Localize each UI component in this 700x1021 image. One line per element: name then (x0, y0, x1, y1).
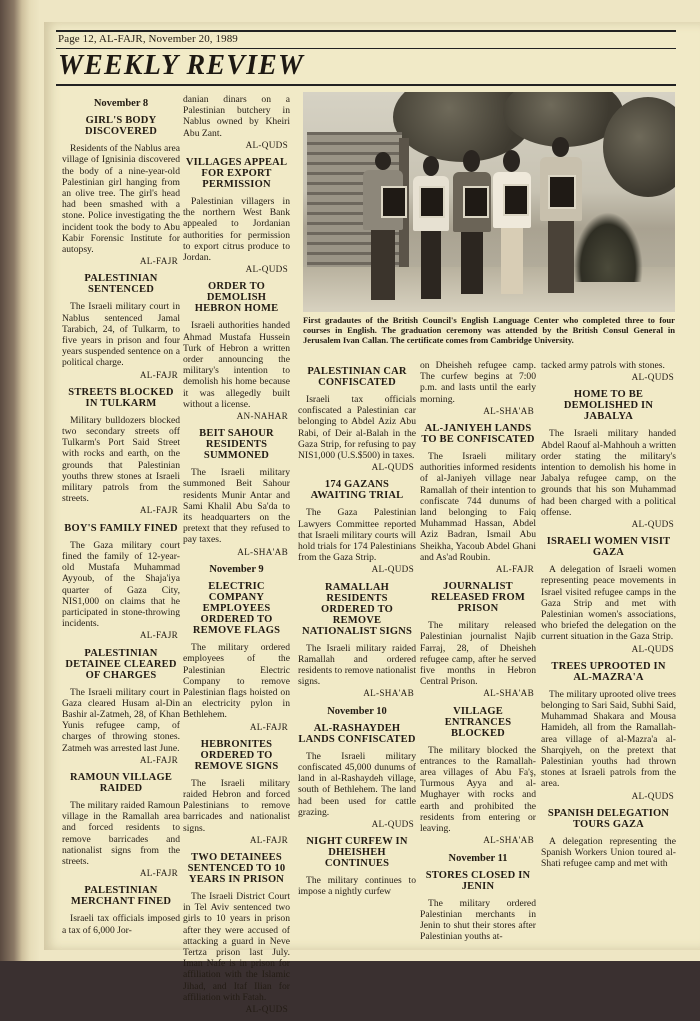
source-credit: AL-QUDS (631, 372, 674, 383)
source-credit: AL-QUDS (245, 264, 288, 275)
source-credit: AL-FAJR (249, 834, 288, 845)
headline: GIRL'S BODY DISCOVERED (84, 115, 157, 138)
article-body: The Israeli District Court in Tel Aviv sentenced two girls to 10 years in prison after they were accused of attacking a guard in Neve Tertza prison last July. Iman Nafe is in prison for affiliation with the Islamic Jihad, and Itaf Ilian for affiliation with Fatah. (183, 890, 290, 1003)
header-rule (56, 48, 676, 49)
photo-caption: First gradautes of the British Council's English Language Center who completed three to four courses in English. The graduation ceremony was attended by the British Consul General in Jerusalem Ivan Callan. The certificate comes from Cambridge University. (303, 315, 675, 346)
article-body: Israeli tax officials confiscated a Palestinian car belonging to Abdel Aziz Abu Rabi, of Deir al-Balah in the Gaza Strip, for refusing to pay NIS1,000 (U.S.$500) in taxes. (298, 394, 416, 462)
source-credit: AL-SHA'AB (237, 546, 288, 557)
column-5 (541, 360, 676, 870)
article-body: The military continues to impose a nightly curfew (298, 875, 416, 898)
headline: VILLAGE ENTRANCES BLOCKED (444, 705, 512, 739)
source-credit: AL-QUDS (371, 819, 414, 830)
headline: 174 GAZANS AWAITING TRIAL (310, 479, 404, 502)
headline: BOY'S FAMILY FINED (64, 522, 178, 534)
article-body: tacked army patrols with stones. (541, 360, 665, 371)
source-credit: AL-QUDS (245, 1003, 288, 1014)
source-credit: AN-NAHAR (236, 411, 288, 422)
headline: PALESTINIAN CAR CONFISCATED (307, 366, 407, 388)
article-body: The military uprooted olive trees belonging to Sari Said, Subhi Said, Muhammad Shakara and Mousa Hamideh, all from the Ramallah-area village of al-Mazra'a al-Sharqiyeh, on the pretext that Palestinian youths had thrown stones at Israeli patrols from the area. (541, 688, 676, 790)
headline: AL-RASHAYDEH LANDS CONFISCATED (298, 722, 416, 745)
source-credit: AL-FAJR (139, 505, 178, 516)
source-credit: AL-SHA'AB (483, 405, 534, 416)
article-body: The Israeli military handed Abdel Raouf al-Mahhouh a written order stating the military's intention to demolish his home in Jabalya refugee camp, on the grounds that his son Muhammad had been charged with a political offense. (541, 428, 676, 518)
article-body: Military bulldozers blocked two secondary streets off Tulkarm's Port Said Street with rocks and earth, on the grounds that Palestinian youths threw stones at Israeli military patrols from the streets. (62, 414, 180, 505)
headline: HEBRONITES ORDERED TO REMOVE SIGNS (194, 738, 279, 772)
page-header: Page 12, AL-FAJR, November 20, 1989 (58, 33, 238, 45)
date-heading: November 8 (93, 98, 149, 109)
source-credit: AL-SHA'AB (363, 688, 414, 699)
source-credit: AL-SHA'AB (483, 835, 534, 846)
article-body: Israeli authorities handed Ahmad Mustafa Hussein Turk of Hebron a written order announcing the military's intention to demolish his home because it was allegedly built without a license. (183, 320, 290, 410)
source-credit: AL-FAJR (139, 630, 178, 641)
article-body: danian dinars on a Palestinian butchery in Nablus owned by Kheiri Abu Zant. (183, 94, 290, 139)
headline: ORDER TO DEMOLISH HEBRON HOME (194, 281, 279, 315)
section-title: WEEKLY REVIEW (58, 50, 305, 81)
masthead-rule (56, 84, 676, 86)
headline: STREETS BLOCKED IN TULKARM (68, 386, 174, 409)
headline: RAMOUN VILLAGE RAIDED (69, 771, 173, 794)
headline: SPANISH DELEGATION TOURS GAZA (547, 807, 670, 830)
article-body: The military blocked the entrances to the Ramallah-area villages of Abu Fa'ş, Turmous Ayya and al-Mughayer with rocks and earth and prohibited the residents from entering or leaving. (420, 744, 536, 835)
article-body: The military raided Ramoun village in the Ramallah area and forced residents to remove barricades and nationalist signs from the streets. (62, 799, 180, 867)
column-4 (420, 360, 536, 943)
headline: NIGHT CURFEW IN DHEISHEH CONTINUES (306, 836, 408, 870)
article-body: The Gaza Palestinian Lawyers Committee reported that Israeli military courts will hold trials for 174 Palestinians from the Gaza Strip. (298, 507, 416, 564)
source-credit: AL-QUDS (631, 790, 674, 801)
article-body: The Israeli military court in Nablus sentenced Jamal Tarabich, 24, of Tulkarm, to five years in prison and four years suspended sentence on a political charge. (62, 301, 180, 369)
source-credit: AL-QUDS (371, 462, 414, 473)
date-heading: November 9 (209, 563, 264, 575)
headline: PALESTINIAN DETAINEE CLEARED OF CHARGES (65, 647, 177, 681)
headline: TREES UPROOTED IN AL-MAZRA'A (551, 660, 666, 683)
headline: JOURNALIST RELEASED FROM PRISON (431, 581, 525, 615)
article-body: The Israeli military court in Gaza cleared Husam al-Din Bashir al-Zatmeh, 28, of Khan Yunis refugee camp, of charges of throwing stones. Zatmeh was arrested last June. (62, 686, 180, 754)
source-credit: AL-FAJR (139, 369, 178, 380)
article-body: The Israeli military raided Ramallah and ordered residents to remove nationalist signs. (298, 642, 416, 688)
column-1 (62, 94, 180, 936)
source-credit: AL-FAJR (139, 754, 178, 765)
article-body: The Israeli military raided Hebron and forced Palestinians to remove barricades and nationalist signs. (183, 777, 290, 834)
photo-graduates-certificates (303, 92, 675, 312)
source-credit: AL-QUDS (245, 139, 288, 150)
source-credit: AL-QUDS (371, 564, 414, 575)
shrub (573, 212, 643, 282)
date-heading: November 11 (448, 852, 508, 864)
article-body: The Israeli military authorities informed residents of al-Janiyeh village near Ramallah of their intention to confiscate 744 dunums of land belonging to Faiq Muhammad Hassan, Abdel Aziz Badran, Ismail Abu Sheikha, Yacoub Abdel Ghani and As'ad Roubin. (420, 451, 536, 563)
article-body: A delegation representing the Spanish Workers Union toured al-Shati refugee camp and met with (541, 835, 676, 870)
source-credit: AL-FAJR (139, 256, 178, 267)
headline: BEIT SAHOUR RESIDENTS SUMMONED (199, 428, 274, 462)
article-body: A delegation of Israeli women representing peace movements in Israel visited refugee camps in the Gaza Strip and met with Palestinian women's associations, who briefed the delegation on the current situation in the Gaza Strip. (541, 564, 676, 643)
article-body: on Dheisheh refugee camp. The curfew begins at 7:00 p.m. and lasts until the early morning. (420, 360, 536, 405)
article-body: The military ordered employees of the Palestinian Electric Company to remove Palestinian flags hoisted on an electricity pylon in Bethlehem. (183, 642, 290, 721)
headline: VILLAGES APPEAL FOR EXPORT PERMISSION (185, 157, 288, 191)
headline: STORES CLOSED IN JENIN (425, 869, 531, 892)
article-body: The military ordered Palestinian merchants in Jenin to shut their stores after Palestinian youths at- (420, 897, 536, 943)
source-credit: AL-SHA'AB (483, 688, 534, 699)
headline: PALESTINIAN MERCHANT FINED (70, 885, 172, 908)
headline: ELECTRIC COMPANY EMPLOYEES ORDERED TO REMOVE FLAGS (192, 581, 281, 637)
headline: RAMALLAH RESIDENTS ORDERED TO REMOVE NATIONALIST SIGNS (301, 581, 413, 637)
source-credit: AL-FAJR (495, 564, 534, 575)
headline: ISRAELI WOMEN VISIT GAZA (546, 536, 671, 559)
article-body: The military released Palestinian journalist Najib Farraj, 28, of Dheisheh refugee camp, after he served five months in Hebron Central Prison. (420, 620, 536, 688)
source-credit: AL-QUDS (631, 643, 674, 654)
column-3 (298, 360, 416, 898)
headline: PALESTINIAN SENTENCED (84, 273, 158, 296)
source-credit: AL-FAJR (249, 721, 288, 732)
headline: TWO DETAINEES SENTENCED TO 10 YEARS IN PRISON (187, 851, 286, 885)
column-2 (183, 94, 290, 1021)
article-body: Palestinian villagers in the northern West Bank appealed to Jordanian authorities for permission to export citrus produce to Jordan. (183, 196, 290, 264)
headline: AL-JANIYEH LANDS TO BE CONFISCATED (421, 423, 535, 446)
top-rule (56, 30, 676, 32)
source-credit: AL-QUDS (631, 519, 674, 530)
article-body: The Israeli military confiscated 45,000 dunums of land in al-Rashaydeh village, south of Bethlehem. The land had been used for cattle grazing. (298, 750, 416, 818)
article-body: Residents of the Nablus area village of Ignisinia discovered the body of a nine-year-old Palestinian girl hanging from an olive tree. The girl's head had been smashed with a stone. Police investigating the incident took the body to Abu Kabir Forensic Institute for autopsy. (62, 143, 180, 256)
article-body: Israeli tax officials imposed a tax of 6,000 Jor- (62, 913, 180, 936)
article-body: The Israeli military summoned Beit Sahour residents Munir Antar and Sami Khalil Abu Sa'da to its headquarters on the pretext that they refused to pay taxes. (183, 467, 290, 546)
article-body: The Gaza military court fined the family of 12-year-old Mustafa Muhammad Ayyoub, of the Shaja'iya quarter of Gaza City, NIS1,000 on claims that he participated in stone-throwing incidents. (62, 539, 180, 630)
date-heading: November 10 (327, 705, 387, 717)
headline: HOME TO BE DEMOLISHED IN JABALYA (563, 389, 654, 423)
source-credit: AL-FAJR (139, 868, 178, 879)
